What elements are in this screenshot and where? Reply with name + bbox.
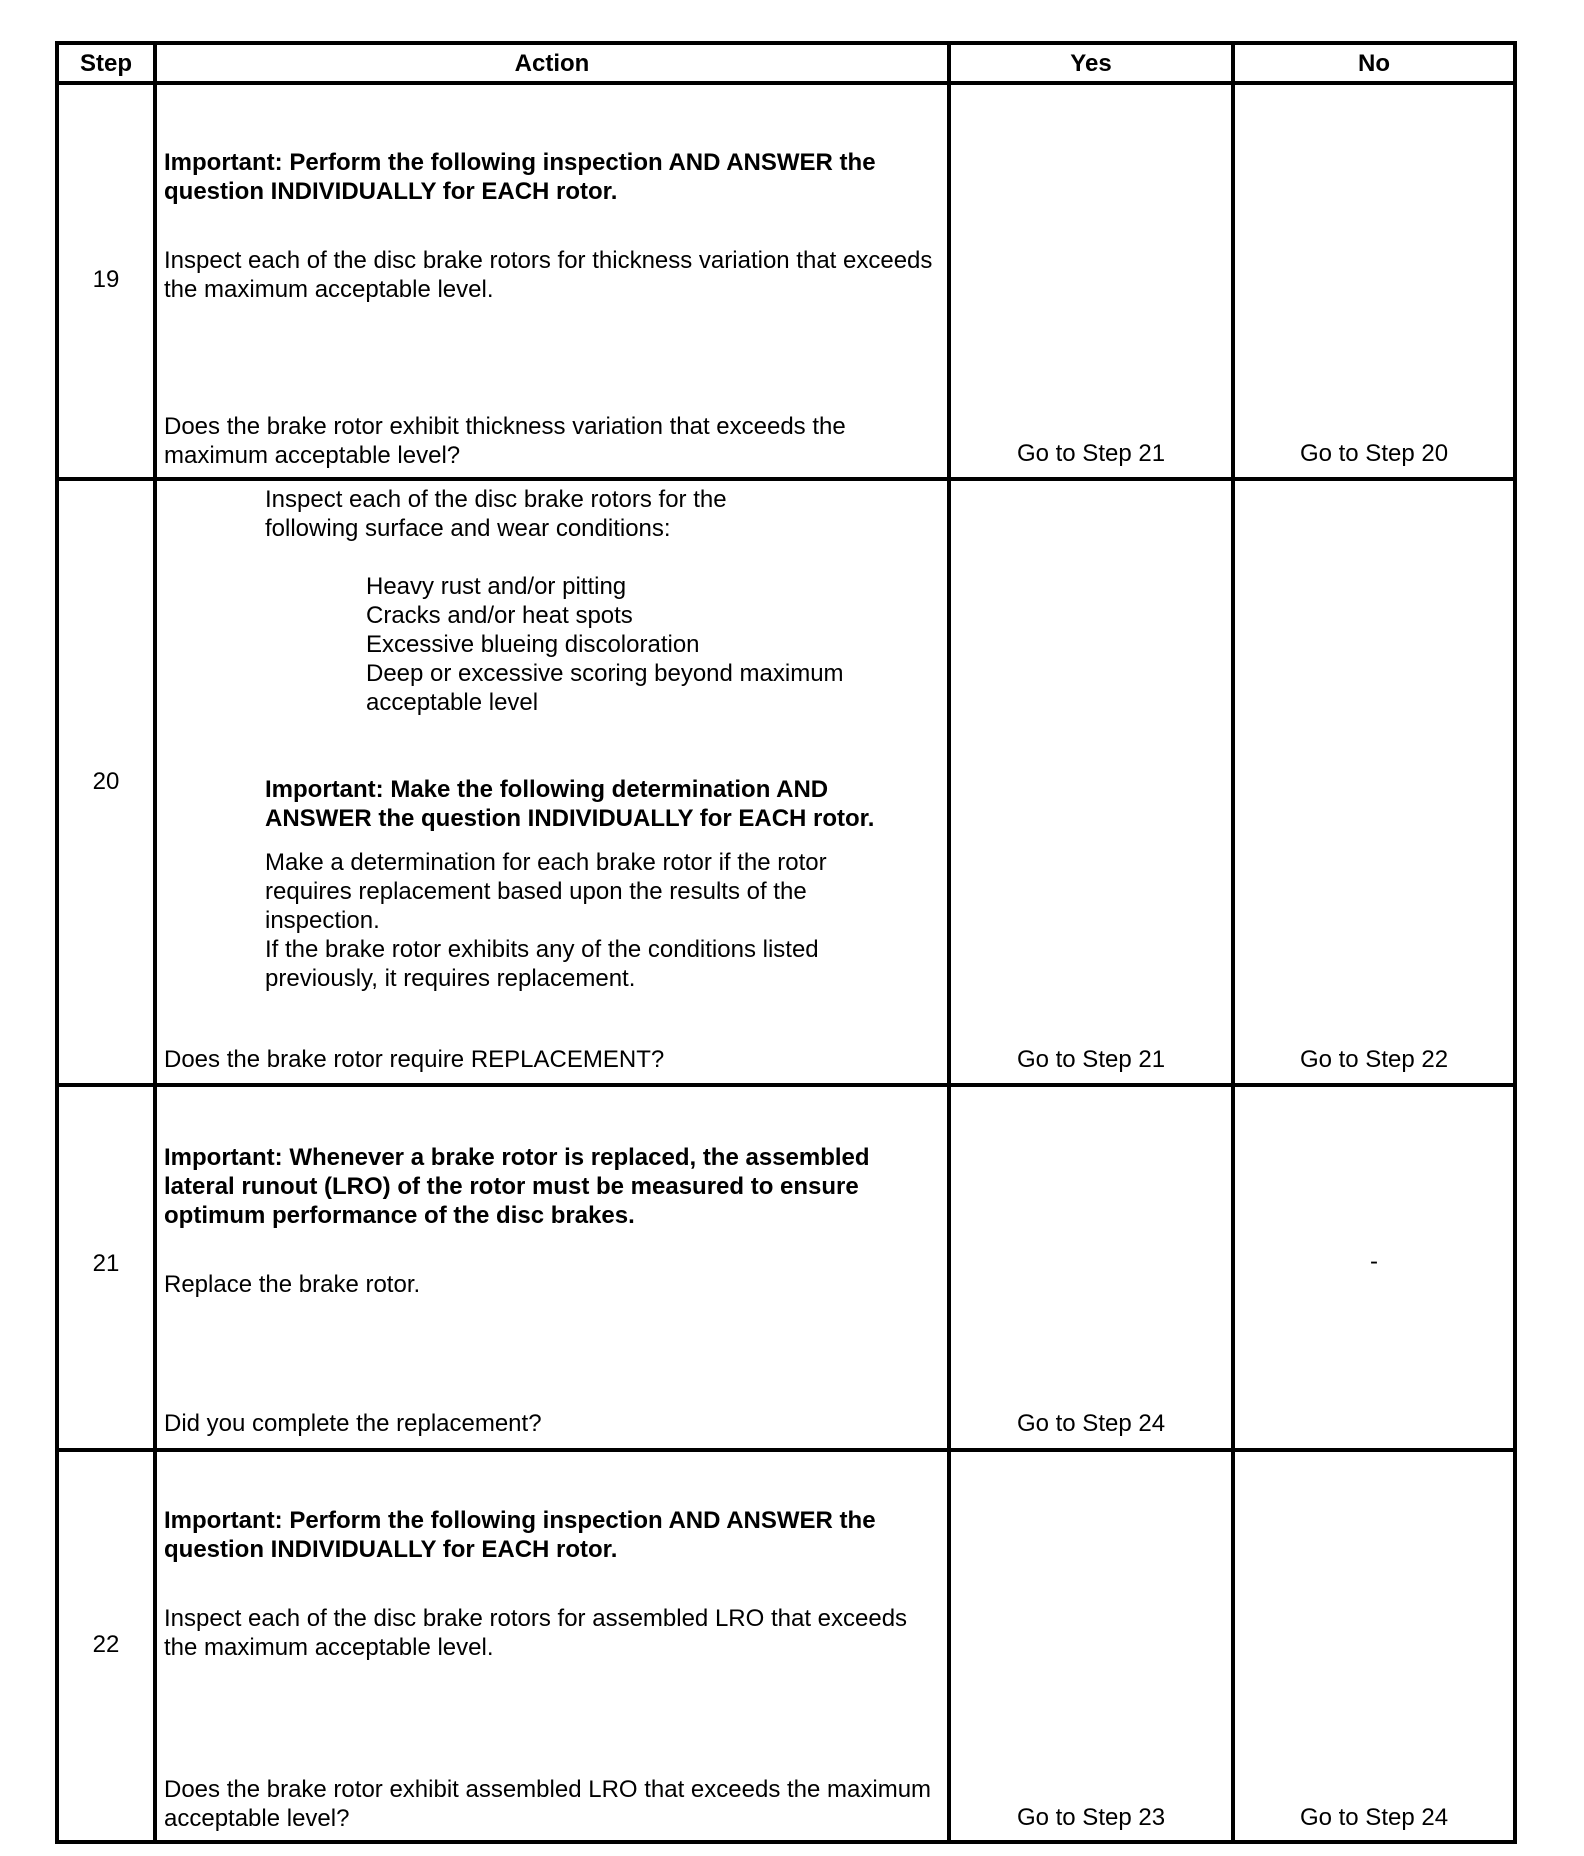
no-answer: Go to Step 22: [1299, 1046, 1449, 1073]
instruction-text: Inspect each of the disc brake rotors for thickness variation that exceeds the maximum acceptable level.: [164, 247, 933, 303]
question-text: Does the brake rotor exhibit assembled LRO that exceeds the maximum acceptable level?: [164, 1776, 932, 1832]
step-number: 22: [92, 1631, 120, 1658]
list-item: Excessive blueing discoloration: [366, 631, 700, 658]
question-text: Does the brake rotor require REPLACEMENT?: [164, 1046, 665, 1073]
diagnostic-table: [55, 41, 1517, 1844]
list-item: Deep or excessive scoring beyond maximum acceptable level: [366, 660, 844, 716]
list-item: Cracks and/or heat spots: [366, 602, 633, 629]
header-step: Step: [79, 50, 132, 77]
no-answer: Go to Step 20: [1299, 440, 1449, 467]
header-no: No: [1358, 50, 1390, 77]
list-item: Heavy rust and/or pitting: [366, 573, 627, 600]
row-divider: [55, 1448, 1517, 1452]
yes-answer: Go to Step 21: [1016, 1046, 1166, 1073]
table-border-left: [55, 41, 59, 1844]
step-number: 19: [92, 266, 120, 293]
column-divider: [1231, 41, 1235, 1844]
table-border-bottom: [55, 1840, 1517, 1844]
action-cell: [164, 1506, 944, 1662]
step-number: 20: [92, 768, 120, 795]
no-answer: Go to Step 24: [1299, 1804, 1449, 1831]
no-answer: -: [1370, 1248, 1378, 1275]
row-divider: [55, 477, 1517, 481]
column-divider: [947, 41, 951, 1844]
row-divider: [55, 1083, 1517, 1087]
column-divider: [153, 41, 157, 1844]
instruction-text: Replace the brake rotor.: [164, 1271, 421, 1298]
header-yes: Yes: [1070, 50, 1112, 77]
header-action: Action: [514, 50, 590, 77]
action-cell: [164, 485, 944, 993]
question-text: Did you complete the replacement?: [164, 1410, 542, 1437]
instruction-text: Inspect each of the disc brake rotors for assembled LRO that exceeds the maximum acceptable level.: [164, 1605, 908, 1661]
important-note: Important: Make the following determination AND ANSWER the question INDIVIDUALLY for EACH rotor.: [265, 776, 875, 832]
yes-answer: Go to Step 21: [1016, 440, 1166, 467]
instruction-text: Inspect each of the disc brake rotors for the following surface and wear conditions:: [265, 486, 727, 542]
conditions-list: [164, 572, 866, 717]
determination-text: Make a determination for each brake rotor if the rotor requires replacement based upon the results of the inspection.: [265, 849, 827, 934]
important-note: Important: Whenever a brake rotor is replaced, the assembled lateral runout (LRO) of the rotor must be measured to ensure optimum performance of the disc brakes.: [164, 1144, 870, 1229]
step-number: 21: [92, 1250, 120, 1277]
yes-answer: Go to Step 24: [1016, 1410, 1166, 1437]
note-text: If the brake rotor exhibits any of the conditions listed previously, it requires replacement.: [265, 936, 819, 992]
action-cell: [164, 1143, 944, 1299]
question-text: Does the brake rotor exhibit thickness variation that exceeds the maximum acceptable level?: [164, 413, 846, 469]
important-note: Important: Perform the following inspection AND ANSWER the question INDIVIDUALLY for EACH rotor.: [164, 1507, 876, 1563]
table-border-right: [1513, 41, 1517, 1844]
important-note: Important: Perform the following inspection AND ANSWER the question INDIVIDUALLY for EACH rotor.: [164, 149, 876, 205]
action-cell: [164, 148, 944, 304]
yes-answer: Go to Step 23: [1016, 1804, 1166, 1831]
